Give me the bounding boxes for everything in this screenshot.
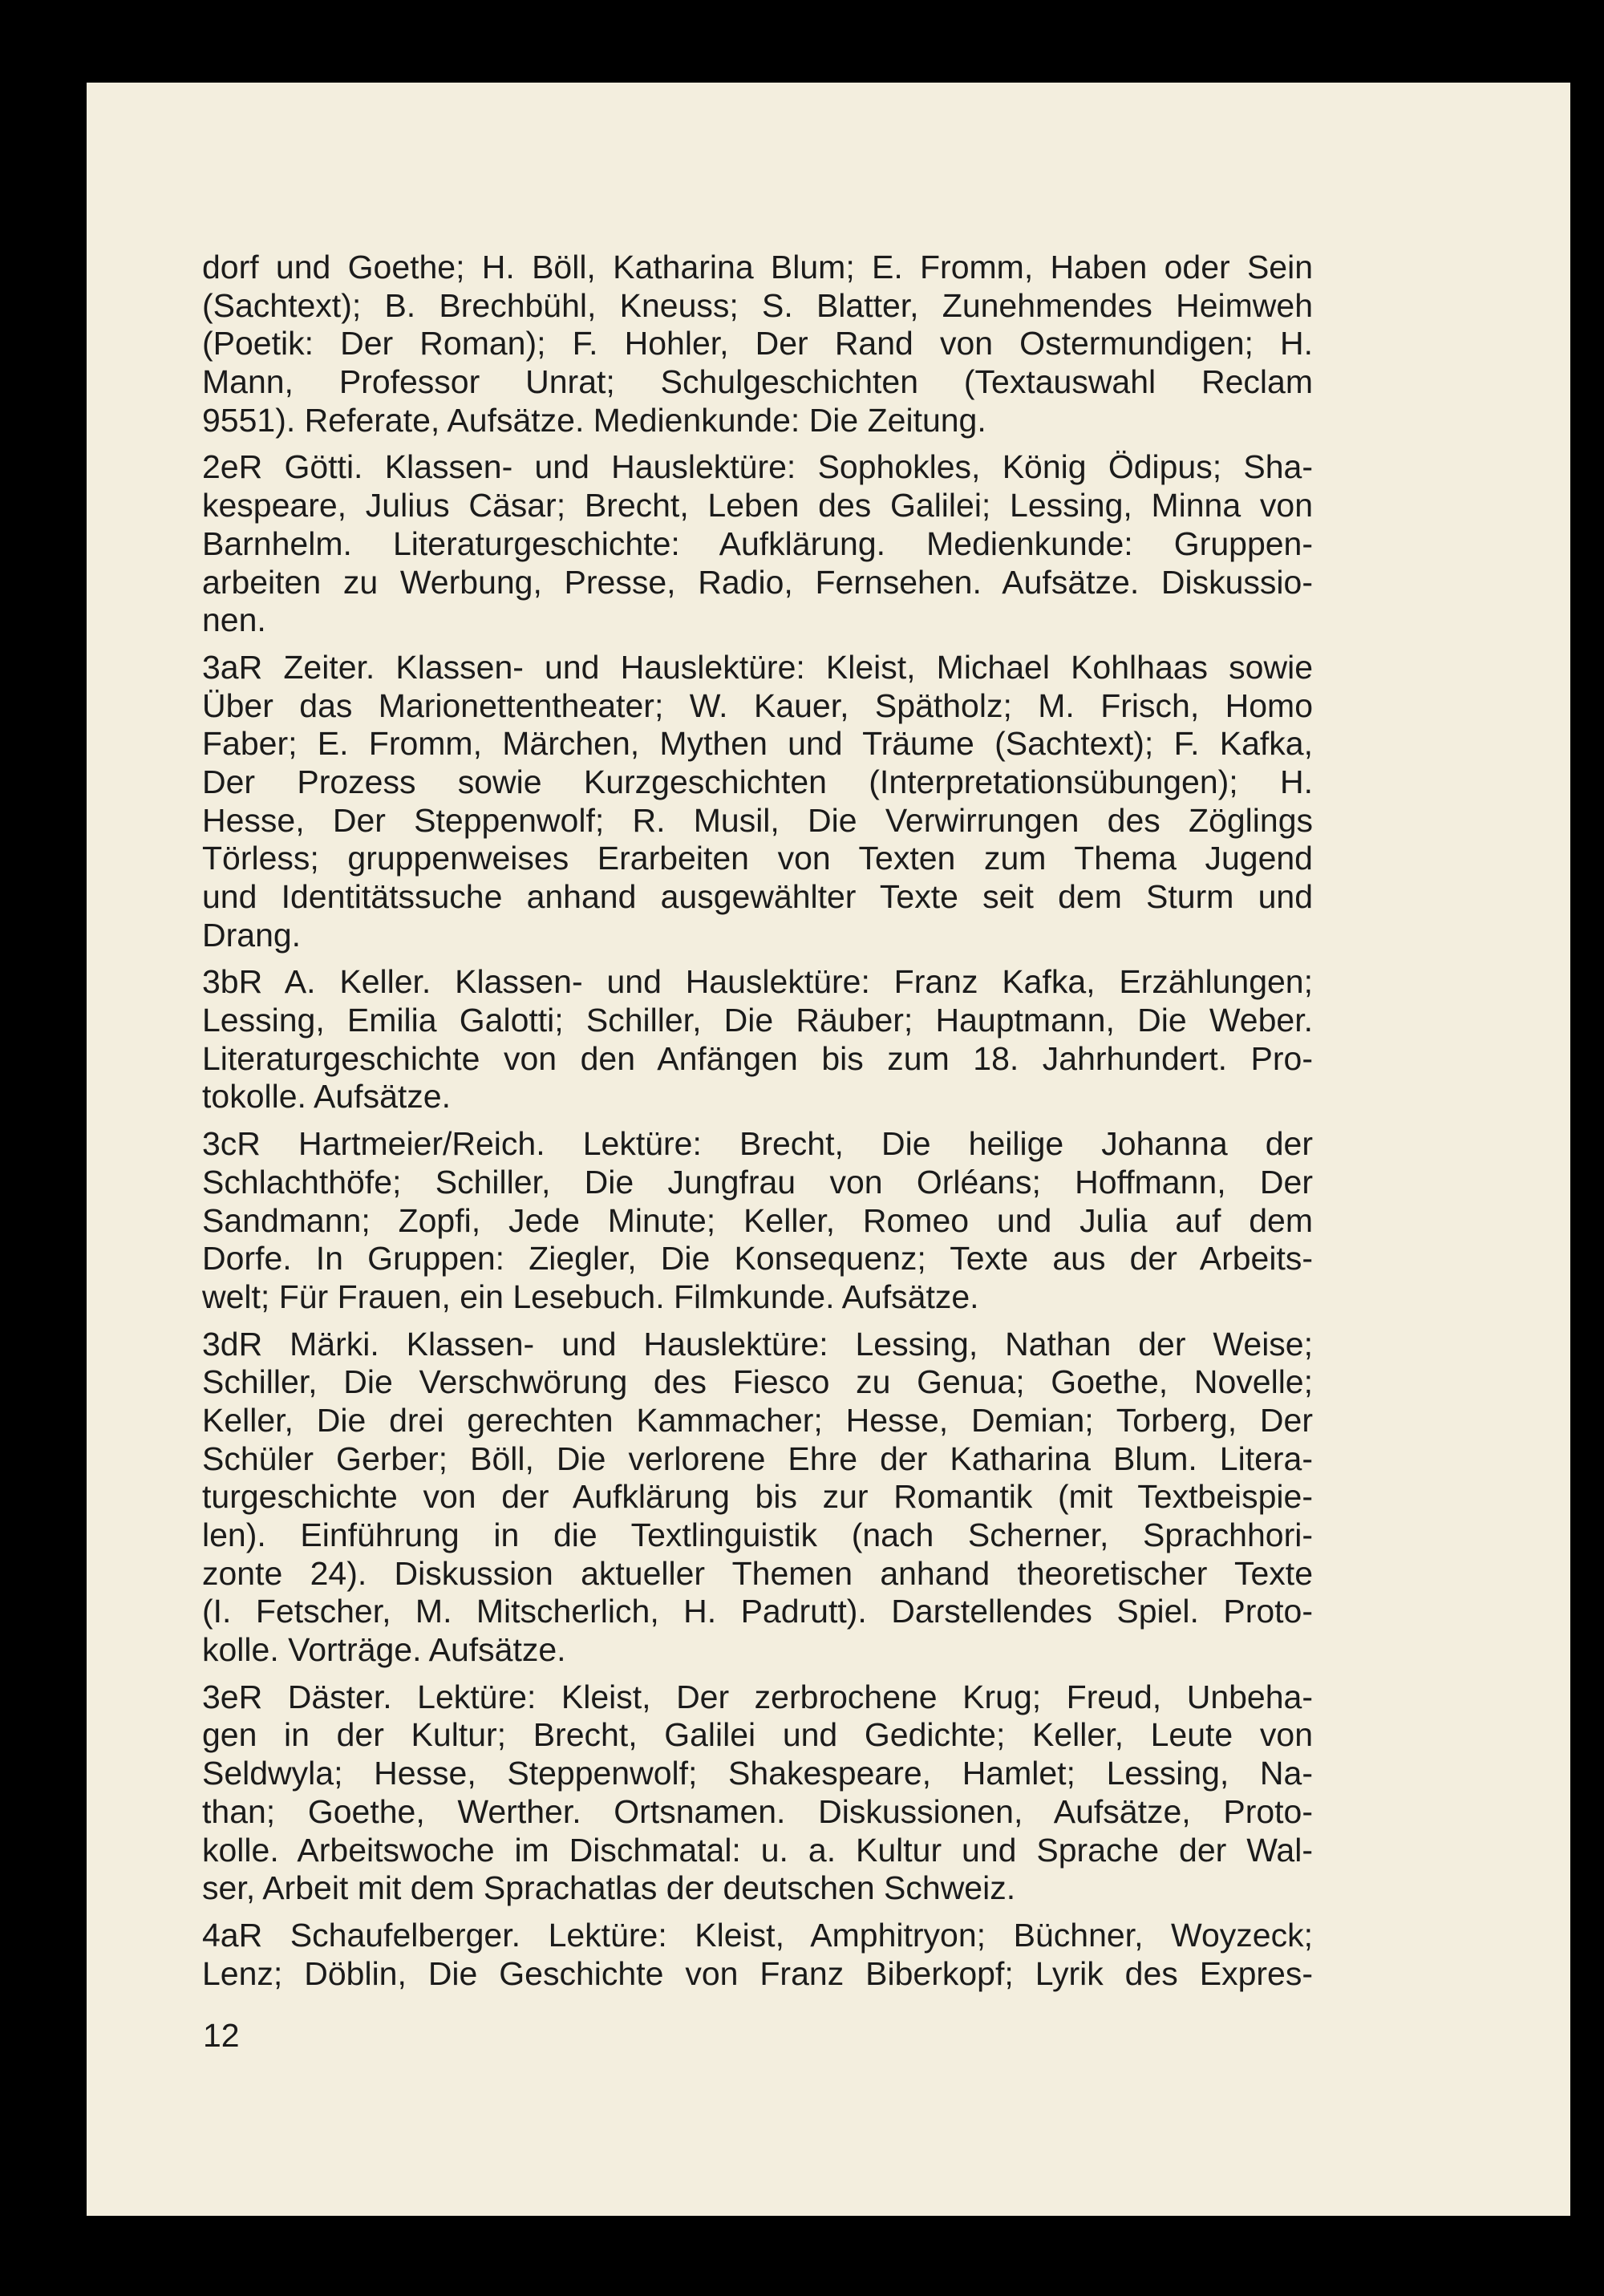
body-text — [202, 249, 1313, 2002]
text-line: tokolle. Aufsätze. — [202, 1078, 451, 1116]
text-line: 4aR Schaufelberger. Lektüre: Kleist, Amphitryon; Büchner, Woyzeck; — [202, 1916, 1313, 1954]
text-line: Schlachthöfe; Schiller, Die Jungfrau von Orléans; Hoffmann, Der — [202, 1163, 1313, 1201]
text-line: Barnhelm. Literaturgeschichte: Aufklärung. Medienkunde: Gruppen- — [202, 524, 1313, 562]
text-line: Drang. — [202, 916, 302, 954]
paragraph-4aR — [202, 1917, 1313, 1993]
text-line: kespeare, Julius Cäsar; Brecht, Leben des Galilei; Lessing, Minna von — [202, 487, 1313, 524]
text-line: 3dR Märki. Klassen- und Hauslektüre: Lessing, Nathan der Weise; — [202, 1325, 1313, 1363]
paragraph-3aR — [202, 649, 1313, 955]
text-line: Sandmann; Zopfi, Jede Minute; Keller, Romeo und Julia auf dem — [202, 1201, 1313, 1239]
paragraph-continuation — [202, 249, 1313, 439]
text-line: gen in der Kultur; Brecht, Galilei und Gedichte; Keller, Leute von — [202, 1716, 1313, 1754]
paragraph-3bR — [202, 963, 1313, 1116]
text-line: ser, Arbeit mit dem Sprachatlas der deutschen Schweiz. — [202, 1869, 1016, 1907]
text-line: 2eR Götti. Klassen- und Hauslektüre: Sophokles, König Ödipus; Sha- — [202, 448, 1313, 486]
text-line: Der Prozess sowie Kurzgeschichten (Interpretationsübungen); H. — [202, 763, 1313, 800]
text-line: len). Einführung in die Textlinguistik (nach Scherner, Sprachhori- — [202, 1516, 1313, 1553]
text-line: Faber; E. Fromm, Märchen, Mythen und Träume (Sachtext); F. Kafka, — [202, 725, 1313, 763]
text-line: 9551). Referate, Aufsätze. Medienkunde: Die Zeitung. — [202, 401, 986, 439]
paragraph-3cR — [202, 1125, 1313, 1316]
text-line: Literaturgeschichte von den Anfängen bis zum 18. Jahrhundert. Pro- — [202, 1039, 1313, 1077]
text-line: Schiller, Die Verschwörung des Fiesco zu Genua; Goethe, Novelle; — [202, 1363, 1313, 1401]
text-line: 3eR Däster. Lektüre: Kleist, Der zerbrochene Krug; Freud, Unbeha- — [202, 1678, 1313, 1715]
text-line: arbeiten zu Werbung, Presse, Radio, Fernsehen. Aufsätze. Diskussio- — [202, 563, 1313, 601]
paragraph-3eR — [202, 1678, 1313, 1908]
text-line: Mann, Professor Unrat; Schulgeschichten (Textauswahl Reclam — [202, 363, 1313, 401]
text-line: 3aR Zeiter. Klassen- und Hauslektüre: Kleist, Michael Kohlhaas sowie — [202, 648, 1313, 686]
text-line: Schüler Gerber; Böll, Die verlorene Ehre der Katharina Blum. Litera- — [202, 1440, 1313, 1477]
text-line: Törless; gruppenweises Erarbeiten von Texten zum Thema Jugend — [202, 840, 1313, 877]
text-line: Über das Marionettentheater; W. Kauer, Spätholz; M. Frisch, Homo — [202, 686, 1313, 724]
text-line: Seldwyla; Hesse, Steppenwolf; Shakespeare, Hamlet; Lessing, Na- — [202, 1755, 1313, 1792]
text-line: Keller, Die drei gerechten Kammacher; Hesse, Demian; Torberg, Der — [202, 1401, 1313, 1439]
text-line: turgeschichte von der Aufklärung bis zur Romantik (mit Textbeispie- — [202, 1478, 1313, 1516]
book-page — [87, 83, 1570, 2216]
text-line: 3bR A. Keller. Klassen- und Hauslektüre: Franz Kafka, Erzählungen; — [202, 963, 1313, 1001]
text-line: Hesse, Der Steppenwolf; R. Musil, Die Verwirrungen des Zöglings — [202, 801, 1313, 839]
text-line: kolle. Vorträge. Aufsätze. — [202, 1631, 566, 1669]
paragraph-2eR — [202, 448, 1313, 639]
text-line: than; Goethe, Werther. Ortsnamen. Diskussionen, Aufsätze, Proto- — [202, 1792, 1313, 1830]
text-line: welt; Für Frauen, ein Lesebuch. Filmkunde. Aufsätze. — [202, 1278, 979, 1315]
text-line: dorf und Goethe; H. Böll, Katharina Blum; E. Fromm, Haben oder Sein — [202, 249, 1313, 285]
text-line: 3cR Hartmeier/Reich. Lektüre: Brecht, Die heilige Johanna der — [202, 1125, 1313, 1163]
text-line: kolle. Arbeitswoche im Dischmatal: u. a. Kultur und Sprache der Wal- — [202, 1831, 1313, 1869]
text-line: (Poetik: Der Roman); F. Hohler, Der Rand von Ostermundigen; H. — [202, 325, 1313, 362]
text-line: Dorfe. In Gruppen: Ziegler, Die Konsequenz; Texte aus der Arbeits- — [202, 1240, 1313, 1278]
text-line: (Sachtext); B. Brechbühl, Kneuss; S. Blatter, Zunehmendes Heimweh — [202, 286, 1313, 324]
text-line: und Identitätssuche anhand ausgewählter Texte seit dem Sturm und — [202, 878, 1313, 915]
page-number: 12 — [203, 2017, 240, 2054]
text-line: nen. — [202, 601, 266, 639]
text-line: (I. Fetscher, M. Mitscherlich, H. Padrutt). Darstellendes Spiel. Proto- — [202, 1593, 1313, 1630]
paragraph-3dR — [202, 1326, 1313, 1670]
text-line: Lessing, Emilia Galotti; Schiller, Die Räuber; Hauptmann, Die Weber. — [202, 1002, 1313, 1039]
text-line: zonte 24). Diskussion aktueller Themen anhand theoretischer Texte — [202, 1554, 1313, 1592]
text-line: Lenz; Döblin, Die Geschichte von Franz Biberkopf; Lyrik des Expres- — [202, 1954, 1313, 1992]
